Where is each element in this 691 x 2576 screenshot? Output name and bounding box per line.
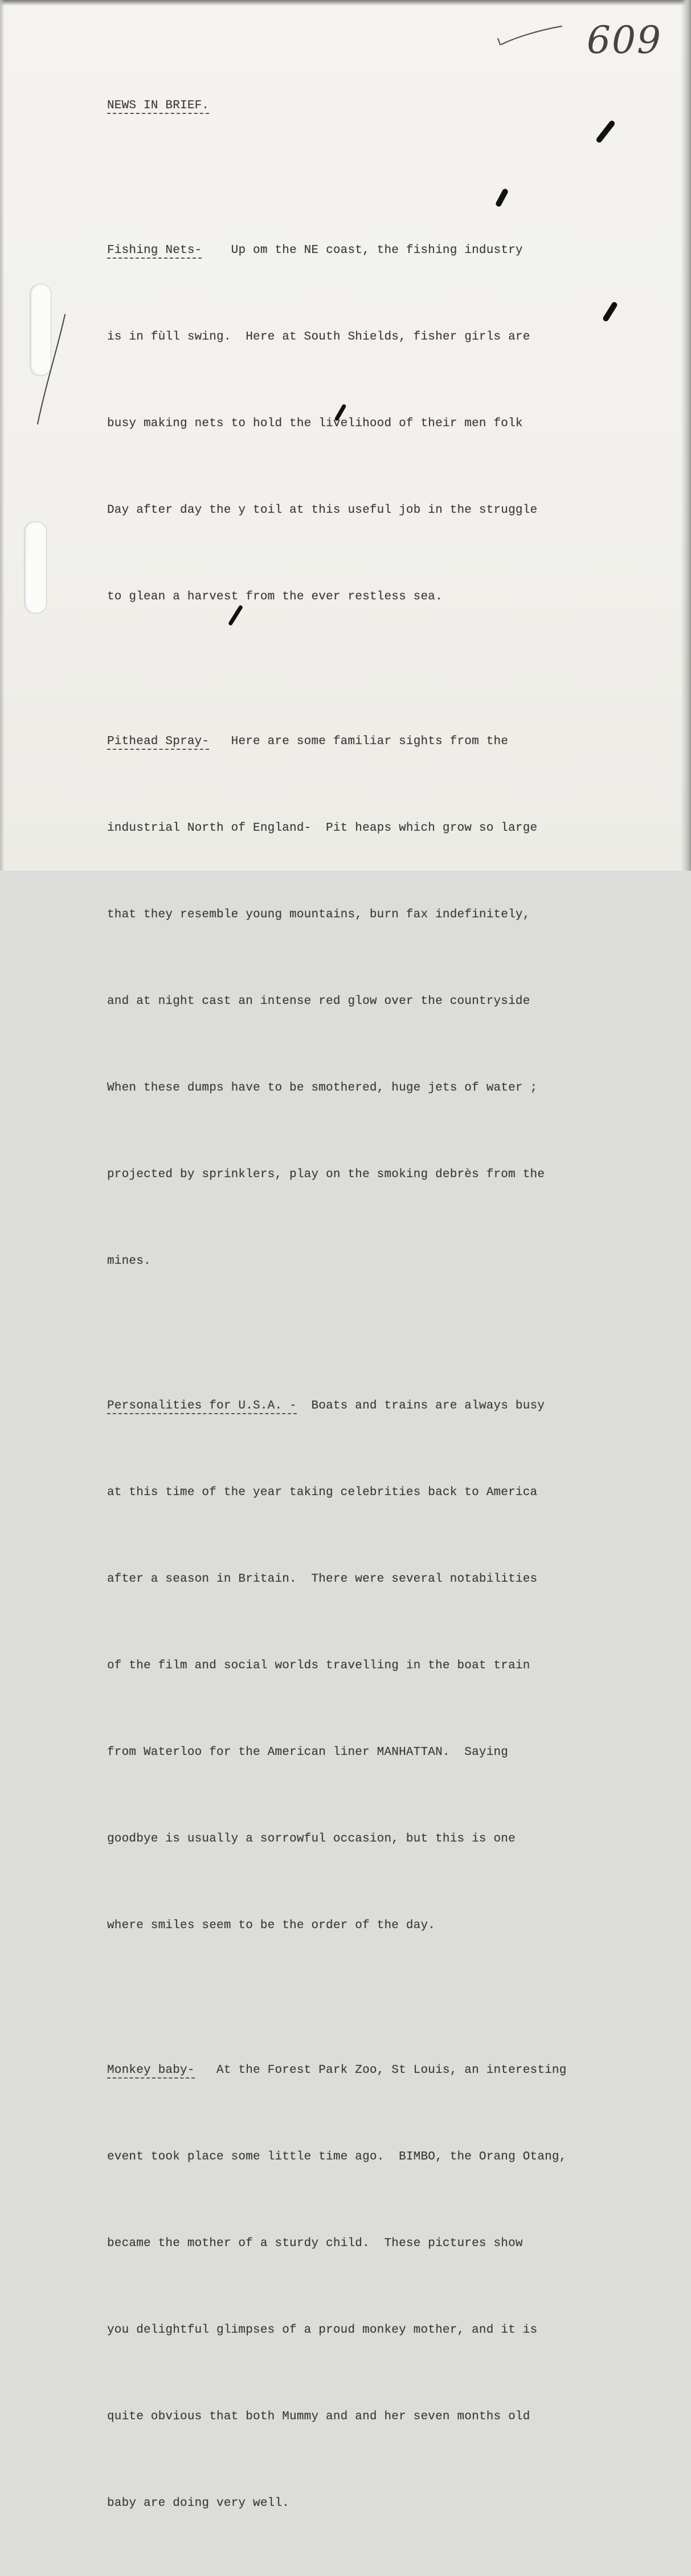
story-text-line: you delightful glimpses of a proud monkey mother, and it is xyxy=(107,2324,538,2337)
story-text-line: goodbye is usually a sorrowful occasion, but this is one xyxy=(107,1832,516,1846)
story-text-line: projected by sprinklers, play on the smoking debrès from the xyxy=(107,1168,545,1182)
document-title: NEWS IN BRIEF. xyxy=(107,99,209,114)
story-text: Up om the NE coast, the fishing industry xyxy=(231,243,523,257)
typewritten-text xyxy=(107,34,654,2576)
story-text: Boats and trains are always busy xyxy=(311,1399,545,1412)
story-pithead-spray-line-1 xyxy=(107,728,654,757)
margin-pencil-stroke xyxy=(30,312,75,426)
story-text-line: and at night cast an intense red glow over the countryside xyxy=(107,995,530,1009)
story-heading: Personalities for U.S.A. - xyxy=(107,1399,297,1414)
story-heading: Fishing Nets- xyxy=(107,244,202,259)
story-text-line: to glean a harvest from the ever restless sea. xyxy=(107,590,443,604)
story-text-line: after a season in Britain. There were several notabilities xyxy=(107,1573,538,1586)
hole-punch-bottom xyxy=(24,521,47,614)
story-text-line: quite obvious that both Mummy and and her seven months old xyxy=(107,2410,530,2424)
story-text-line: that they resemble young mountains, burn fax indefinitely, xyxy=(107,908,530,921)
story-text-line: When these dumps have to be smothered, huge jets of water ; xyxy=(107,1081,538,1095)
story-text-line: industrial North of England- Pit heaps which grow so large xyxy=(107,821,538,835)
story-text-line: of the film and social worlds travelling in the boat train xyxy=(107,1659,530,1673)
story-text-line: became the mother of a sturdy child. These pictures show xyxy=(107,2237,523,2251)
story-heading: Monkey baby- xyxy=(107,2064,195,2079)
scan-edge-top xyxy=(0,0,691,6)
story-text-line: Day after day the y toil at this useful job in the struggle xyxy=(107,504,538,517)
story-text-line: event took place some little time ago. BIMBO, the Orang Otang, xyxy=(107,2150,567,2163)
story-heading: Pithead Spray- xyxy=(107,735,209,750)
story-fishing-nets-line-1 xyxy=(107,236,654,266)
story-text: At the Forest Park Zoo, St Louis, an interesting xyxy=(216,2063,567,2077)
story-text-line: baby are doing very well. xyxy=(107,2497,290,2510)
story-text-line: where smiles seem to be the order of the day. xyxy=(107,1919,436,1933)
scan-edge-right xyxy=(681,0,691,871)
page-number: 609 xyxy=(587,18,662,62)
story-text-line: busy making nets to hold the livelihood of their men folk xyxy=(107,417,523,431)
story-text-line: from Waterloo for the American liner MANHATTAN. Saying xyxy=(107,1746,509,1759)
story-text-line: at this time of the year taking celebrities back to America xyxy=(107,1485,538,1499)
story-text-line: mines. xyxy=(107,1255,151,1268)
story-personalities-line-1 xyxy=(107,1392,654,1421)
story-monkey-baby-line-1 xyxy=(107,2056,654,2085)
story-text: Here are some familiar sights from the xyxy=(231,734,509,748)
story-text-line: is in fùll swing. Here at South Shields, fisher girls are xyxy=(107,330,530,344)
scan-edge-left xyxy=(0,0,5,871)
